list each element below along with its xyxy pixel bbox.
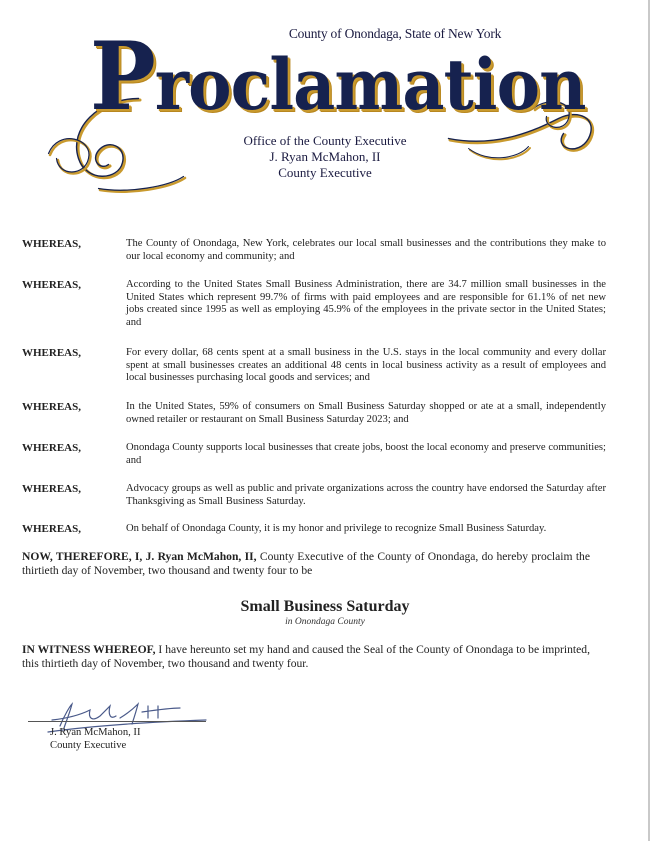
office-block (230, 133, 420, 181)
whereas-text: On behalf of Onondaga County, it is my honor and privilege to recognize Small Business Saturday. (126, 523, 547, 534)
event-subtitle: in Onondaga County (285, 617, 365, 627)
signatory-name: J. Ryan McMahon, II (50, 727, 141, 738)
witness-paragraph (22, 643, 590, 671)
whereas-text: Onondaga County supports local businesses that create jobs, boost the local economy and preserve communities; and (126, 442, 606, 466)
title-rest: roclamation (154, 43, 586, 126)
whereas-text: In the United States, 59% of consumers on Small Business Saturday shopped or ate at a small, independently owned retailer or restaurant on Small Business Saturday 2023; and (126, 401, 606, 425)
whereas-keyword: WHEREAS, (22, 238, 81, 250)
proclamation-header (0, 0, 650, 210)
executive-title: County Executive (278, 165, 372, 180)
now-therefore-paragraph (22, 550, 590, 578)
whereas-keyword: WHEREAS, (22, 483, 81, 495)
proclamation-title (90, 22, 586, 132)
signatory-title: County Executive (50, 740, 127, 751)
whereas-text: The County of Onondaga, New York, celebrates our local small businesses and the contributions they make to our local economy and community; and (126, 238, 606, 262)
whereas-text: Advocacy groups as well as public and private organizations across the country have endorsed the Saturday after Thanksgiving as Small Business Saturday. (126, 483, 606, 507)
now-therefore-text: County Executive of the County of Onondaga, do hereby proclaim the thirtieth day of November, two thousand and twenty four to be (22, 550, 591, 577)
whereas-keyword: WHEREAS, (22, 347, 81, 359)
witness-text: I have hereunto set my hand and caused the Seal of the County of Onondaga to be imprinted, this thirtieth day of November, two thousand and twenty four. (22, 643, 590, 670)
whereas-keyword: WHEREAS, (22, 442, 81, 454)
signature-line (28, 721, 206, 722)
now-therefore-lead: NOW, THEREFORE, I, J. Ryan McMahon, II, (22, 550, 257, 563)
whereas-keyword: WHEREAS, (22, 523, 81, 535)
event-title: Small Business Saturday (240, 598, 410, 615)
whereas-keyword: WHEREAS, (22, 401, 81, 413)
title-initial: P (90, 22, 155, 132)
whereas-text: According to the United States Small Business Administration, there are 34.7 million small businesses in the United States which represent 99.7% of firms with paid employees and are responsible for 61.1% of net new jobs created since 1995 as well as employing 45.9% of the employees in the private sector in the United States; and (126, 279, 606, 328)
executive-name: J. Ryan McMahon, II (269, 149, 381, 164)
county-state-line: County of Onondaga, State of New York (288, 26, 502, 41)
whereas-text: For every dollar, 68 cents spent at a small business in the U.S. stays in the local community and every dollar spent at small businesses creates an additional 48 cents in local business activity as a result of employees and local businesses purchasing local goods and services; and (126, 347, 606, 384)
whereas-keyword: WHEREAS, (22, 279, 81, 291)
witness-lead: IN WITNESS WHEREOF, (22, 643, 156, 656)
office-line: Office of the County Executive (243, 133, 407, 148)
